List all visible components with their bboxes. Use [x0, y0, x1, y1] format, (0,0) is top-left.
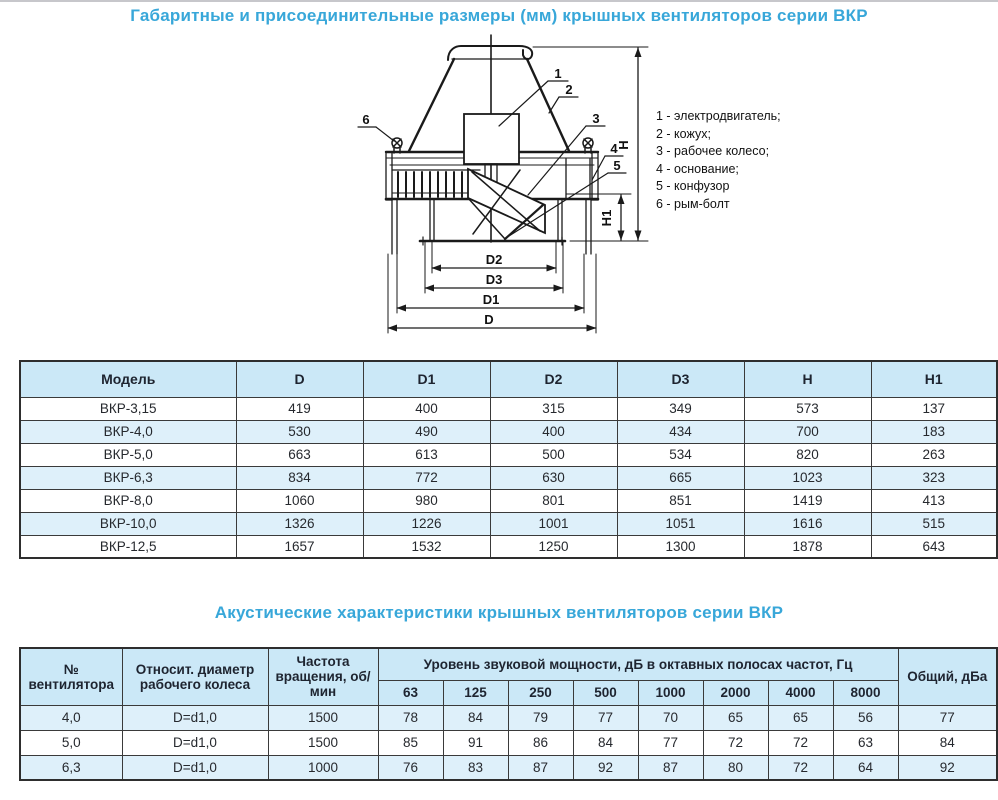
legend-item: 4 - основание;: [656, 161, 739, 176]
acoustic-cell: 92: [573, 755, 638, 780]
dimensions-cell: 1532: [363, 535, 490, 558]
dimensions-cell: 263: [871, 443, 997, 466]
acoustic-cell: 72: [768, 730, 833, 755]
acoustic-cell: 63: [833, 730, 898, 755]
legend-item: 2 - кожух;: [656, 126, 711, 141]
dimensions-cell: ВКР-4,0: [20, 420, 236, 443]
acoustic-title: Акустические характеристики крышных вентиляторов серии ВКР: [214, 603, 784, 622]
acoustic-cell: 56: [833, 705, 898, 730]
legend-item: 5 - конфузор: [656, 179, 730, 193]
freq-band-header: 63: [378, 680, 443, 705]
callout-3: 3: [592, 111, 600, 126]
acoustic-cell: 84: [898, 730, 997, 755]
diameter-header: Относит. диаметр рабочего колеса: [122, 648, 268, 705]
callout-2: 2: [565, 82, 573, 97]
legend-item: 1 - электродвигатель;: [656, 109, 781, 123]
acoustic-cell: 5,0: [20, 730, 122, 755]
dimensions-cell: 851: [617, 489, 744, 512]
freq-band-header: 4000: [768, 680, 833, 705]
total-header: Общий, дБа: [898, 648, 997, 705]
dimensions-cell: 665: [617, 466, 744, 489]
dimensions-cell: ВКР-10,0: [20, 512, 236, 535]
dimensions-cell: ВКР-3,15: [20, 397, 236, 420]
dimensions-cell: 490: [363, 420, 490, 443]
dimensions-cell: 315: [490, 397, 617, 420]
dimensions-cell: 434: [617, 420, 744, 443]
freq-band-header: 2000: [703, 680, 768, 705]
dimensions-cell: 1326: [236, 512, 363, 535]
acoustic-cell: 64: [833, 755, 898, 780]
freq-band-header: 500: [573, 680, 638, 705]
dimensions-col-header: H1: [871, 361, 997, 397]
dimensions-cell: 400: [363, 397, 490, 420]
dimensions-col-header: H: [744, 361, 871, 397]
acoustic-cell: 72: [703, 730, 768, 755]
acoustic-cell: 4,0: [20, 705, 122, 730]
dimensions-col-header: D3: [617, 361, 744, 397]
dimensions-cell: 419: [236, 397, 363, 420]
dimensions-cell: 137: [871, 397, 997, 420]
dimensions-cell: ВКР-5,0: [20, 443, 236, 466]
acoustic-cell: 6,3: [20, 755, 122, 780]
legend-item: 3 - рабочее колесо;: [656, 144, 770, 158]
dimensions-cell: 801: [490, 489, 617, 512]
dimensions-cell: 323: [871, 466, 997, 489]
spl-header: Уровень звуковой мощности, дБ в октавных полосах частот, Гц: [378, 648, 898, 680]
acoustic-cell: 77: [638, 730, 703, 755]
acoustic-cell: 87: [508, 755, 573, 780]
dimensions-col-header: Модель: [20, 361, 236, 397]
table-row: [20, 397, 997, 420]
table-row: [20, 466, 997, 489]
dimensions-cell: 1060: [236, 489, 363, 512]
page-title: Габаритные и присоединительные размеры (мм) крышных вентиляторов серии ВКР: [130, 6, 868, 25]
dimensions-cell: 500: [490, 443, 617, 466]
legend-item: 6 - рым-болт: [656, 196, 730, 211]
table-row: [20, 730, 997, 755]
dimensions-cell: ВКР-12,5: [20, 535, 236, 558]
acoustic-cell: 78: [378, 705, 443, 730]
acoustic-cell: 1500: [268, 705, 378, 730]
dimensions-cell: 1001: [490, 512, 617, 535]
acoustic-cell: 80: [703, 755, 768, 780]
callout-4: 4: [610, 141, 618, 156]
table-row: [20, 512, 997, 535]
acoustic-cell: D=d1,0: [122, 705, 268, 730]
dimensions-cell: 1878: [744, 535, 871, 558]
acoustic-cell: 65: [768, 705, 833, 730]
dimensions-cell: 530: [236, 420, 363, 443]
freq-band-header: 8000: [833, 680, 898, 705]
table-row: [20, 705, 997, 730]
dimensions-cell: 534: [617, 443, 744, 466]
table-row: [20, 755, 997, 780]
acoustic-cell: 92: [898, 755, 997, 780]
dimensions-cell: 630: [490, 466, 617, 489]
table-row: [20, 443, 997, 466]
dimensions-cell: 700: [744, 420, 871, 443]
table-row: [20, 489, 997, 512]
dimensions-cell: 1250: [490, 535, 617, 558]
dimensions-table: [19, 360, 998, 559]
dimensions-cell: 1226: [363, 512, 490, 535]
fan-diagram: [338, 30, 662, 352]
dimensions-cell: 772: [363, 466, 490, 489]
dimensions-cell: 1051: [617, 512, 744, 535]
diagram-legend: [656, 108, 781, 213]
dimensions-col-header: D1: [363, 361, 490, 397]
dimensions-cell: 834: [236, 466, 363, 489]
dimensions-cell: 1419: [744, 489, 871, 512]
fan-no-header: № вентилятора: [20, 648, 122, 705]
speed-header: Частота вращения, об/мин: [268, 648, 378, 705]
dimensions-cell: 1300: [617, 535, 744, 558]
acoustic-cell: 87: [638, 755, 703, 780]
dim-label-h1: H1: [599, 209, 614, 227]
acoustic-cell: 1000: [268, 755, 378, 780]
acoustic-table: [19, 647, 998, 781]
dimensions-cell: 643: [871, 535, 997, 558]
callout-6: 6: [362, 112, 370, 127]
acoustic-cell: 86: [508, 730, 573, 755]
dimensions-cell: ВКР-8,0: [20, 489, 236, 512]
freq-band-header: 125: [443, 680, 508, 705]
acoustic-cell: 77: [573, 705, 638, 730]
dimensions-cell: 1023: [744, 466, 871, 489]
acoustic-header-row-1: [20, 648, 997, 680]
callout-5: 5: [613, 158, 621, 173]
dim-label-d: D: [484, 312, 494, 327]
dim-label-d2: D2: [485, 252, 503, 267]
freq-band-header: 250: [508, 680, 573, 705]
acoustic-cell: 85: [378, 730, 443, 755]
dim-label-d3: D3: [485, 272, 503, 287]
dimensions-col-header: D: [236, 361, 363, 397]
dimensions-cell: 663: [236, 443, 363, 466]
acoustic-cell: D=d1,0: [122, 730, 268, 755]
dimensions-cell: ВКР-6,3: [20, 466, 236, 489]
table-row: [20, 420, 997, 443]
acoustic-cell: 77: [898, 705, 997, 730]
acoustic-cell: D=d1,0: [122, 755, 268, 780]
dimensions-cell: 1616: [744, 512, 871, 535]
acoustic-cell: 76: [378, 755, 443, 780]
freq-band-header: 1000: [638, 680, 703, 705]
dimensions-cell: 515: [871, 512, 997, 535]
dimensions-header-row: [20, 361, 997, 397]
dim-label-d1: D1: [482, 292, 500, 307]
fan-outline: [358, 35, 648, 333]
dimensions-cell: 349: [617, 397, 744, 420]
dim-label-h: H: [616, 140, 631, 150]
acoustic-cell: 84: [573, 730, 638, 755]
dimensions-cell: 820: [744, 443, 871, 466]
acoustic-cell: 79: [508, 705, 573, 730]
acoustic-cell: 84: [443, 705, 508, 730]
table-row: [20, 535, 997, 558]
acoustic-cell: 65: [703, 705, 768, 730]
acoustic-cell: 1500: [268, 730, 378, 755]
dimensions-cell: 1657: [236, 535, 363, 558]
callout-1: 1: [554, 66, 562, 81]
dimensions-cell: 400: [490, 420, 617, 443]
dimensions-cell: 980: [363, 489, 490, 512]
dimensions-cell: 183: [871, 420, 997, 443]
acoustic-cell: 91: [443, 730, 508, 755]
acoustic-cell: 83: [443, 755, 508, 780]
dimensions-cell: 573: [744, 397, 871, 420]
acoustic-cell: 70: [638, 705, 703, 730]
acoustic-cell: 72: [768, 755, 833, 780]
dimensions-cell: 413: [871, 489, 997, 512]
dimensions-cell: 613: [363, 443, 490, 466]
dimensions-col-header: D2: [490, 361, 617, 397]
